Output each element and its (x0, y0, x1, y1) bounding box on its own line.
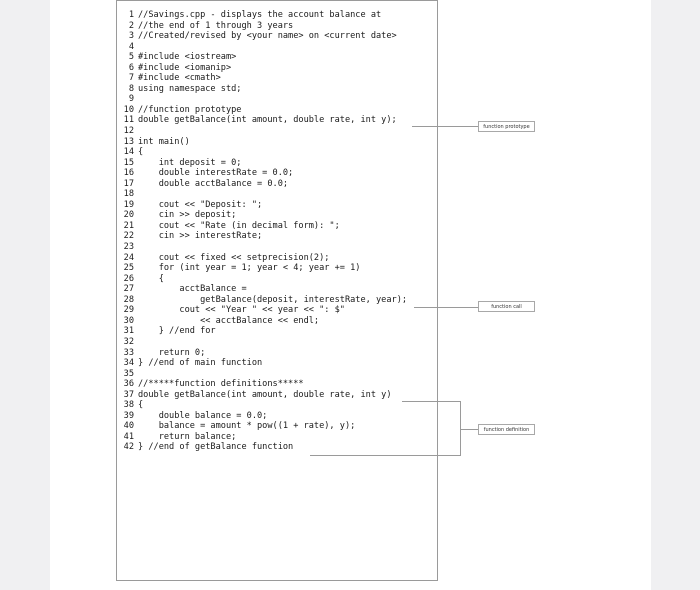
code-text: using namespace std; (138, 83, 242, 94)
code-text: double interestRate = 0.0; (138, 168, 294, 179)
line-number: 7 (128, 73, 134, 84)
function-definition-note (478, 424, 535, 435)
code-text: int main() (138, 136, 190, 147)
code-line (122, 158, 407, 169)
code-text: balance = amount * pow((1 + rate), y); (138, 421, 356, 432)
code-line (122, 369, 407, 380)
code-line (122, 432, 407, 443)
code-text: cin >> interestRate; (138, 231, 263, 242)
code-line (122, 126, 407, 137)
code-line (122, 337, 407, 348)
code-line (122, 326, 407, 337)
code-line (122, 200, 407, 211)
function-prototype-label: function prototype (483, 123, 530, 130)
code-line (122, 63, 407, 74)
definition-bracket-bottom (310, 455, 461, 456)
code-line (122, 253, 407, 264)
code-line (122, 94, 407, 105)
line-number: 8 (128, 83, 134, 94)
line-number: 39 (123, 410, 134, 421)
code-text: { (138, 400, 144, 411)
line-number: 21 (123, 220, 134, 231)
code-text: acctBalance = (138, 284, 247, 295)
function-call-label: function call (491, 303, 522, 310)
line-number: 26 (123, 273, 134, 284)
line-number: 38 (123, 400, 134, 411)
code-line (122, 295, 407, 306)
code-listing (122, 10, 407, 453)
code-line (122, 242, 407, 253)
code-line (122, 210, 407, 221)
code-text: //function prototype (138, 104, 242, 115)
code-text: } //end for (138, 326, 216, 337)
code-line (122, 411, 407, 422)
code-line (122, 52, 407, 63)
line-number: 2 (128, 20, 134, 31)
line-number: 15 (123, 157, 134, 168)
line-number: 17 (123, 178, 134, 189)
code-text: cout << "Rate (in decimal form): "; (138, 220, 340, 231)
code-line (122, 305, 407, 316)
code-text: << acctBalance << endl; (138, 315, 320, 326)
line-number: 31 (123, 326, 134, 337)
definition-connector (460, 429, 480, 430)
code-line (122, 73, 407, 84)
code-line (122, 105, 407, 116)
line-number: 6 (128, 62, 134, 73)
code-text: int deposit = 0; (138, 157, 242, 168)
function-prototype-note (478, 121, 535, 132)
line-number: 33 (123, 347, 134, 358)
code-line (122, 115, 407, 126)
code-line (122, 21, 407, 32)
code-line (122, 421, 407, 432)
code-text: cout << "Year " << year << ": $" (138, 305, 345, 316)
code-text: double getBalance(int amount, double rate, int y); (138, 115, 397, 126)
definition-bracket-top (402, 401, 460, 402)
code-line (122, 221, 407, 232)
code-text: //Created/revised by <your name> on <current date> (138, 31, 397, 42)
code-line (122, 42, 407, 53)
line-number: 1 (128, 10, 134, 20)
code-line (122, 390, 407, 401)
code-line (122, 189, 407, 200)
code-line (122, 179, 407, 190)
line-number: 23 (123, 242, 134, 253)
code-text: cin >> deposit; (138, 210, 237, 221)
code-text: //*****function definitions***** (138, 379, 304, 390)
code-text: double acctBalance = 0.0; (138, 178, 289, 189)
line-number: 41 (123, 431, 134, 442)
code-text: for (int year = 1; year < 4; year += 1) (138, 263, 361, 274)
code-text: #include <iostream> (138, 52, 237, 63)
code-text: { (138, 273, 164, 284)
code-text: { (138, 147, 144, 158)
code-line (122, 284, 407, 295)
code-text: double getBalance(int amount, double rate, int y) (138, 389, 392, 400)
code-line (122, 168, 407, 179)
code-line (122, 84, 407, 95)
code-text: #include <iomanip> (138, 62, 232, 73)
line-number: 27 (123, 284, 134, 295)
code-text: cout << fixed << setprecision(2); (138, 252, 330, 263)
function-definition-label: function definition (483, 426, 530, 433)
line-number: 14 (123, 147, 134, 158)
line-number: 35 (123, 368, 134, 379)
definition-bracket-vertical (460, 401, 461, 455)
code-line (122, 379, 407, 390)
code-line (122, 31, 407, 42)
line-number: 20 (123, 210, 134, 221)
call-connector (414, 307, 480, 308)
code-text: double balance = 0.0; (138, 410, 268, 421)
line-number: 37 (123, 389, 134, 400)
line-number: 13 (123, 136, 134, 147)
code-line (122, 274, 407, 285)
line-number: 9 (128, 94, 134, 105)
code-line (122, 147, 407, 158)
code-text: } //end of main function (138, 358, 263, 369)
line-number: 30 (123, 315, 134, 326)
line-number: 10 (123, 104, 134, 115)
code-line (122, 231, 407, 242)
code-line (122, 316, 407, 327)
code-text: return 0; (138, 347, 206, 358)
code-line (122, 10, 407, 21)
code-text: } //end of getBalance function (138, 442, 294, 453)
line-number: 32 (123, 336, 134, 347)
code-line (122, 348, 407, 359)
code-text: return balance; (138, 431, 237, 442)
line-number: 16 (123, 168, 134, 179)
line-number: 42 (123, 442, 134, 453)
code-text: //the end of 1 through 3 years (138, 20, 294, 31)
line-number: 12 (123, 126, 134, 137)
function-call-note (478, 301, 535, 312)
code-line (122, 358, 407, 369)
line-number: 11 (123, 115, 134, 126)
line-number: 24 (123, 252, 134, 263)
code-text: cout << "Deposit: "; (138, 199, 263, 210)
line-number: 34 (123, 358, 134, 369)
line-number: 40 (123, 421, 134, 432)
line-number: 5 (128, 52, 134, 63)
code-line (122, 442, 407, 453)
line-number: 25 (123, 263, 134, 274)
code-text: #include <cmath> (138, 73, 221, 84)
line-number: 19 (123, 199, 134, 210)
line-number: 29 (123, 305, 134, 316)
line-number: 18 (123, 189, 134, 200)
prototype-connector (412, 126, 480, 127)
line-number: 22 (123, 231, 134, 242)
code-line (122, 400, 407, 411)
line-number: 3 (128, 31, 134, 42)
line-number: 36 (123, 379, 134, 390)
code-line (122, 137, 407, 148)
code-text: getBalance(deposit, interestRate, year); (138, 294, 408, 305)
code-text: //Savings.cpp - displays the account balance at (138, 10, 382, 20)
line-number: 28 (123, 294, 134, 305)
code-line (122, 263, 407, 274)
line-number: 4 (128, 41, 134, 52)
